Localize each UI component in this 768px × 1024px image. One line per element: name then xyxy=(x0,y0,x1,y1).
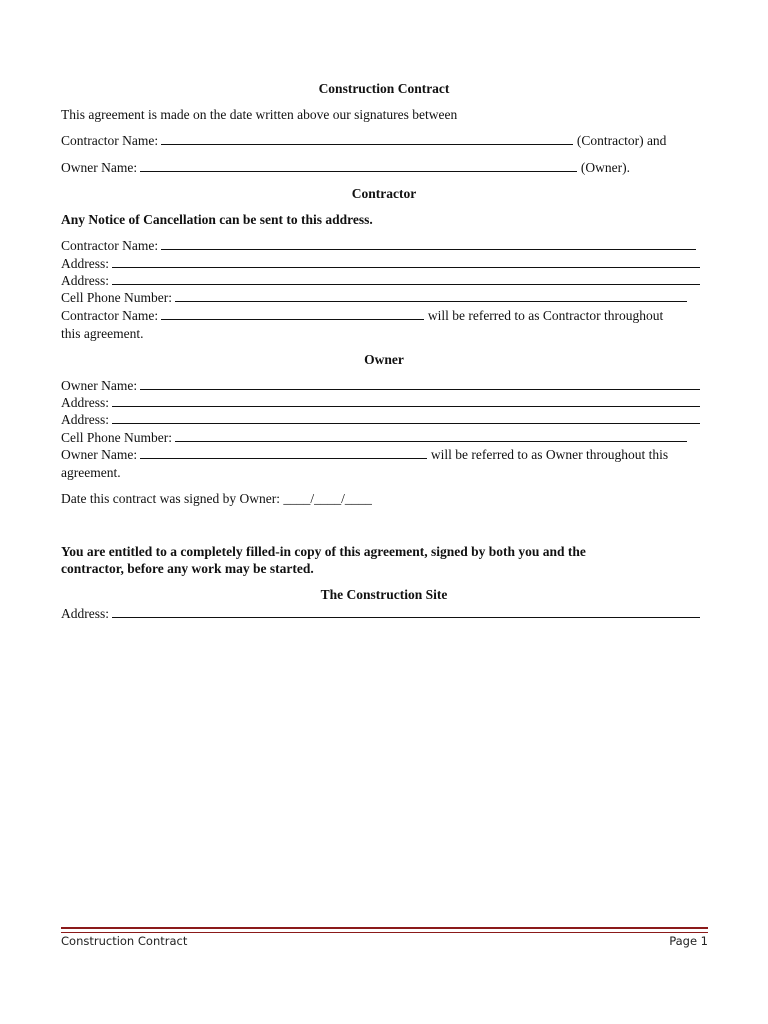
owner-name-blank[interactable] xyxy=(140,159,577,172)
contractor-refer-blank[interactable] xyxy=(161,307,424,320)
owner-section-name-label: Owner Name: xyxy=(61,378,138,393)
contractor-phone-row xyxy=(61,289,687,306)
contractor-name-label: Contractor Name: xyxy=(61,133,159,148)
date-signed-line: Date this contract was signed by Owner: ____/____/____ xyxy=(61,491,372,506)
owner-suffix-text: (Owner). xyxy=(580,160,630,175)
footer-rule-thin xyxy=(61,932,708,933)
owner-address-label-1: Address: xyxy=(61,395,109,410)
contractor-section-name-row xyxy=(61,237,696,254)
owner-name-label: Owner Name: xyxy=(61,160,138,175)
document-title: Construction Contract xyxy=(318,81,450,96)
contractor-phone-label: Cell Phone Number: xyxy=(61,290,172,305)
contractor-address-label-1: Address: xyxy=(61,256,109,271)
entitled-notice-line-1: You are entitled to a completely filled-in copy of this agreement, signed by both you and the xyxy=(61,544,586,559)
cancellation-notice: Any Notice of Cancellation can be sent to this address. xyxy=(61,212,373,227)
intro-text: This agreement is made on the date written above our signatures between xyxy=(61,107,458,122)
construction-site-heading: The Construction Site xyxy=(320,587,448,602)
footer-title: Construction Contract xyxy=(61,934,188,948)
owner-refer-text-2: agreement. xyxy=(61,465,121,480)
owner-refer-blank[interactable] xyxy=(140,446,427,459)
contractor-address-row-2 xyxy=(61,272,700,289)
entitled-notice-line-2: contractor, before any work may be started. xyxy=(61,561,314,576)
owner-refer-row xyxy=(61,446,668,463)
owner-refer-text: will be referred to as Owner throughout this xyxy=(430,447,669,462)
owner-address-blank-1[interactable] xyxy=(112,394,700,407)
contractor-refer-row xyxy=(61,307,663,324)
contractor-refer-text: will be referred to as Contractor throughout xyxy=(427,308,664,323)
contractor-heading: Contractor xyxy=(351,186,417,201)
owner-phone-row xyxy=(61,429,687,446)
contractor-and-text: (Contractor) and xyxy=(576,133,667,148)
owner-phone-blank[interactable] xyxy=(175,429,687,442)
owner-refer-label: Owner Name: xyxy=(61,447,138,462)
contractor-address-blank-1[interactable] xyxy=(112,255,700,268)
owner-address-blank-2[interactable] xyxy=(112,411,700,424)
owner-phone-label: Cell Phone Number: xyxy=(61,430,172,445)
owner-section-name-blank[interactable] xyxy=(140,377,700,390)
footer-rule-thick xyxy=(61,927,708,929)
owner-address-label-2: Address: xyxy=(61,412,109,427)
contractor-address-label-2: Address: xyxy=(61,273,109,288)
owner-address-row-1 xyxy=(61,394,700,411)
contractor-address-row-1 xyxy=(61,255,700,272)
owner-address-row-2 xyxy=(61,411,700,428)
owner-section-name-row xyxy=(61,377,700,394)
contractor-name-row xyxy=(61,132,666,149)
contractor-section-name-blank[interactable] xyxy=(161,237,696,250)
contractor-refer-text-2: this agreement. xyxy=(61,326,144,341)
contractor-refer-label: Contractor Name: xyxy=(61,308,159,323)
contractor-section-name-label: Contractor Name: xyxy=(61,238,159,253)
contractor-address-blank-2[interactable] xyxy=(112,272,700,285)
site-address-row xyxy=(61,605,700,622)
contractor-name-blank[interactable] xyxy=(161,132,573,145)
owner-name-row xyxy=(61,159,630,176)
site-address-label: Address: xyxy=(61,606,109,621)
footer-page-number: Page 1 xyxy=(669,934,708,948)
site-address-blank[interactable] xyxy=(112,605,700,618)
owner-heading: Owner xyxy=(364,352,404,367)
contractor-phone-blank[interactable] xyxy=(175,289,687,302)
